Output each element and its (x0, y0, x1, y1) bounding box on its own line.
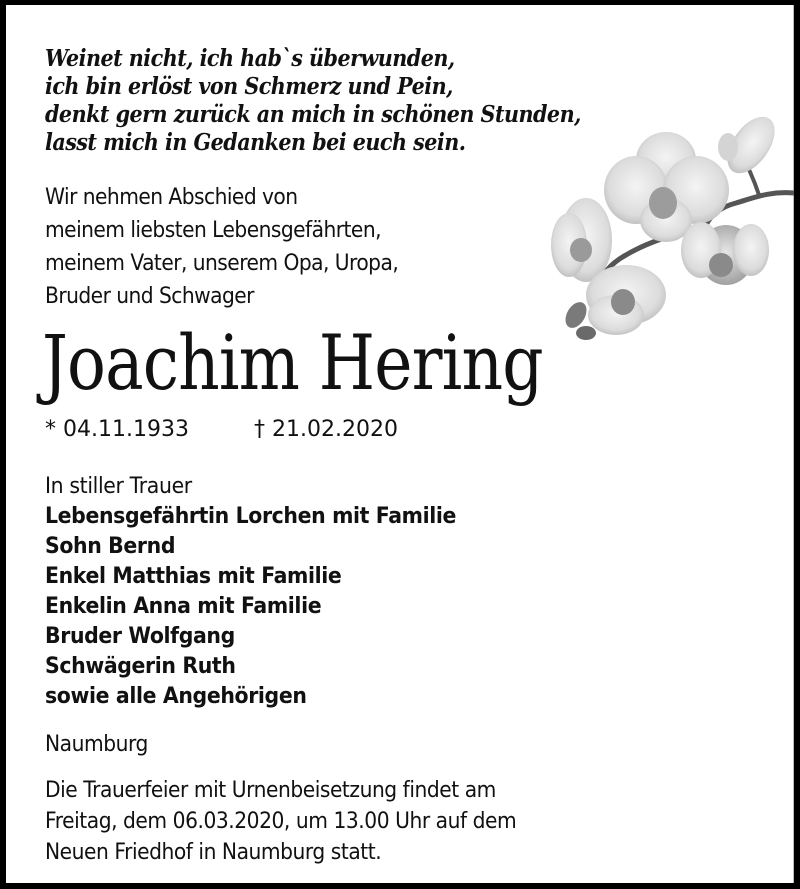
deceased-name: Joachim Hering (42, 318, 543, 407)
funeral-line: Neuen Friedhof in Naumburg statt. (45, 840, 382, 865)
poem-line: denkt gern zurück an mich in schönen Stunden, (45, 101, 581, 128)
birth-date: * 04.11.1933 (45, 417, 189, 442)
mourning-lead: In stiller Trauer (45, 474, 192, 499)
mourner: Lebensgefährtin Lorchen mit Familie (45, 504, 457, 529)
mourner: Bruder Wolfgang (45, 624, 235, 649)
obituary-card (6, 5, 794, 883)
place: Naumburg (45, 732, 148, 757)
poem-line: lasst mich in Gedanken bei euch sein. (45, 129, 466, 156)
poem-line: Weinet nicht, ich hab`s überwunden, (45, 45, 455, 72)
intro-line: Wir nehmen Abschied von (45, 185, 298, 210)
mourner: Enkelin Anna mit Familie (45, 594, 322, 619)
orchid-branch-icon (541, 115, 794, 345)
intro-line: meinem Vater, unserem Opa, Uropa, (45, 251, 399, 276)
mourner: Enkel Matthias mit Familie (45, 564, 342, 589)
funeral-line: Freitag, dem 06.03.2020, um 13.00 Uhr auf dem (45, 809, 517, 834)
farewell-intro (45, 181, 429, 313)
mourner: Schwägerin Ruth (45, 654, 236, 679)
funeral-info (45, 775, 557, 868)
death-date: † 21.02.2020 (254, 417, 398, 442)
intro-line: meinem liebsten Lebensgefährten, (45, 218, 381, 243)
mourners-list (45, 472, 487, 712)
mourner: Sohn Bernd (45, 534, 176, 559)
poem-line: ich bin erlöst von Schmerz und Pein, (45, 73, 453, 100)
funeral-line: Die Trauerfeier mit Urnenbeisetzung findet am (45, 778, 496, 803)
intro-line: Bruder und Schwager (45, 284, 254, 309)
mourner: sowie alle Angehörigen (45, 684, 307, 709)
